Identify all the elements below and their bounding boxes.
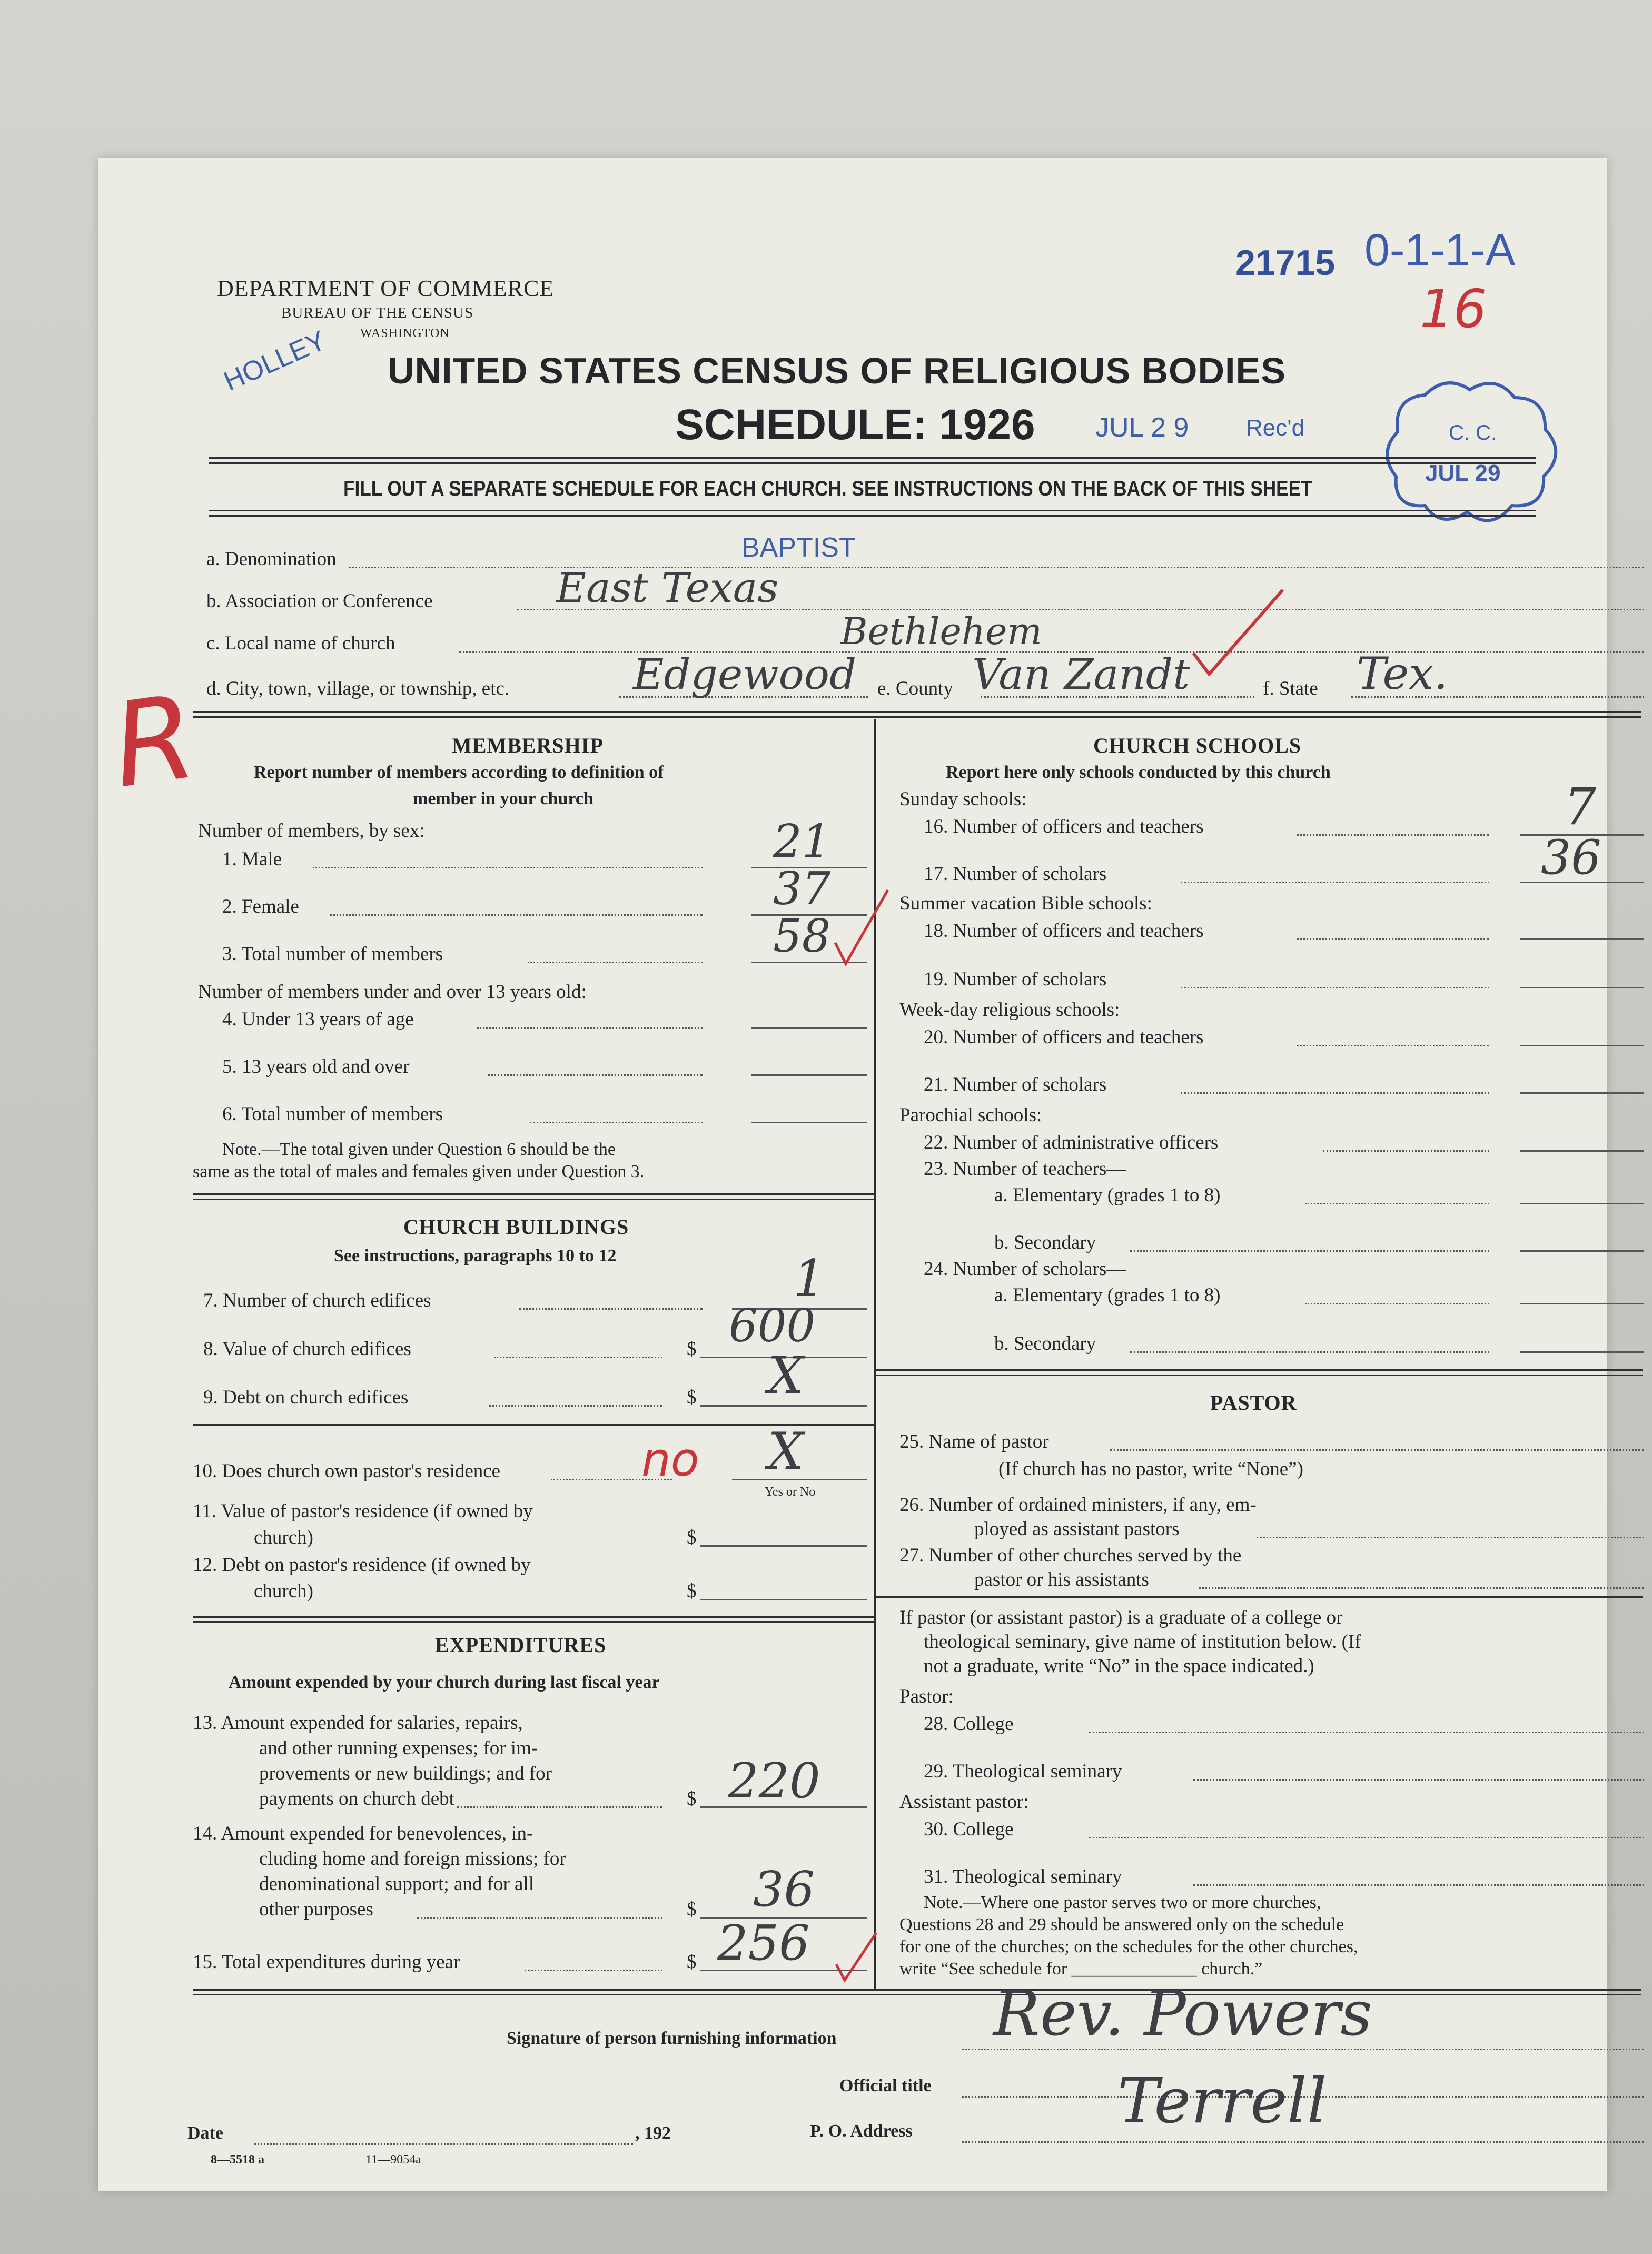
q1-value: 21	[773, 815, 831, 868]
q11-label-2: church)	[254, 1527, 313, 1548]
signature-value: Rev. Powers	[993, 1977, 1372, 2050]
q28-leader	[1089, 1732, 1644, 1733]
q23a-leader	[1305, 1203, 1489, 1204]
q30-leader	[1089, 1837, 1644, 1838]
q9-leader	[489, 1405, 662, 1407]
q19-answer-line	[1520, 987, 1644, 988]
q31-label: 31. Theological seminary	[924, 1866, 1122, 1887]
q14-line-1: 14. Amount expended for benevolences, in-	[193, 1823, 533, 1844]
q11-label-1: 11. Value of pastor's residence (if owned by	[193, 1500, 533, 1522]
schools-sub: Report here only schools conducted by this church	[946, 763, 1331, 782]
church-name-value: Bethlehem	[840, 610, 1042, 653]
q21-leader	[1181, 1092, 1489, 1094]
q4-label: 4. Under 13 years of age	[222, 1009, 414, 1030]
q25-leader	[1110, 1449, 1644, 1451]
q29-leader	[1193, 1779, 1644, 1781]
q14-line-4: other purposes	[259, 1899, 373, 1920]
q8-value: 600	[729, 1300, 816, 1352]
q18-leader	[1297, 938, 1489, 940]
denomination-line	[349, 567, 1644, 568]
q19-label: 19. Number of scholars	[924, 968, 1107, 990]
q9-dollar: $	[687, 1387, 697, 1408]
banner-rule-bottom-2	[209, 515, 1536, 517]
q5-leader	[488, 1074, 703, 1076]
county-label: e. County	[877, 678, 953, 699]
footer-rule-2	[193, 1994, 1641, 1995]
q16-label: 16. Number of officers and teachers	[924, 816, 1204, 837]
sunday-schools-label: Sunday schools:	[899, 788, 1027, 810]
q3-value: 58	[773, 910, 831, 963]
q23b-label: b. Secondary	[994, 1232, 1096, 1253]
grad-note-2: theological seminary, give name of institution below. (If	[924, 1631, 1361, 1653]
schools-rule	[874, 1369, 1643, 1371]
q24a-answer-line	[1520, 1303, 1644, 1304]
section-rule-top-2	[193, 716, 1641, 718]
q7-value: 1	[793, 1249, 826, 1308]
grad-note-1: If pastor (or assistant pastor) is a graduate of a college or	[899, 1607, 1343, 1628]
date-label: Date	[187, 2123, 223, 2143]
pastor-heading: PASTOR	[1210, 1391, 1297, 1415]
form-number: 8—5518 a	[211, 2153, 264, 2167]
grad-note-3: not a graduate, write “No” in the space indicated.)	[924, 1655, 1314, 1677]
q1-leader	[313, 867, 703, 868]
q23a-label: a. Elementary (grades 1 to 8)	[994, 1184, 1221, 1206]
q3-leader	[528, 962, 703, 963]
q11-answer-line	[700, 1545, 867, 1547]
denomination-stamp: BAPTIST	[741, 532, 856, 563]
q14-line-2: cluding home and foreign missions; for	[259, 1848, 566, 1870]
q13-line-4: payments on church debt	[259, 1788, 454, 1810]
print-number: 11—9054a	[365, 2153, 421, 2167]
parochial-schools-label: Parochial schools:	[899, 1104, 1042, 1126]
q28-label: 28. College	[924, 1713, 1014, 1735]
q26-leader	[1257, 1537, 1644, 1538]
date-year: , 192	[635, 2123, 671, 2143]
buildings-rule-bottom-2	[193, 1621, 874, 1623]
denomination-label: a. Denomination	[206, 548, 337, 570]
q27-label-2: pastor or his assistants	[974, 1569, 1149, 1590]
q24-label: 24. Number of scholars—	[924, 1258, 1126, 1280]
q27-label-1: 27. Number of other churches served by the	[899, 1545, 1242, 1566]
q26-label-2: ployed as assistant pastors	[974, 1518, 1180, 1540]
department-label: DEPARTMENT OF COMMERCE	[217, 275, 555, 301]
expenditures-heading: EXPENDITURES	[435, 1633, 607, 1657]
county-check-icon	[1188, 585, 1293, 690]
state-value: Tex.	[1357, 648, 1448, 699]
q8-label: 8. Value of church edifices	[203, 1338, 411, 1360]
received-stamp-suffix: Rec'd	[1246, 415, 1305, 441]
q20-leader	[1297, 1045, 1489, 1046]
po-address-label: P. O. Address	[810, 2121, 913, 2141]
q17-label: 17. Number of scholars	[924, 863, 1107, 885]
official-title-label: Official title	[839, 2076, 932, 2095]
pastor-note-3: for one of the churches; on the schedules for the other churches,	[899, 1937, 1358, 1956]
q1-label: 1. Male	[222, 848, 282, 870]
q20-label: 20. Number of officers and teachers	[924, 1026, 1204, 1048]
membership-heading: MEMBERSHIP	[452, 734, 604, 757]
summer-schools-label: Summer vacation Bible schools:	[899, 893, 1152, 914]
q11-dollar: $	[687, 1527, 697, 1548]
census-form-sheet	[98, 158, 1607, 2191]
q3-label: 3. Total number of members	[222, 943, 443, 965]
q16-value: 7	[1564, 777, 1597, 836]
q16-leader	[1297, 834, 1489, 836]
q29-label: 29. Theological seminary	[924, 1761, 1122, 1782]
q9-label: 9. Debt on church edifices	[203, 1387, 409, 1408]
q31-leader	[1193, 1884, 1644, 1886]
membership-note-2: same as the total of males and females given under Question 3.	[193, 1162, 645, 1181]
q23b-leader	[1130, 1250, 1489, 1252]
q22-label: 22. Number of administrative officers	[924, 1132, 1219, 1153]
schools-heading: CHURCH SCHOOLS	[1093, 734, 1302, 757]
po-address-value: Terrell	[1117, 2064, 1327, 2137]
q6-label: 6. Total number of members	[222, 1103, 443, 1125]
bureau-label: BUREAU OF THE CENSUS	[281, 304, 474, 321]
q13-value: 220	[728, 1753, 820, 1809]
signature-label: Signature of person furnishing information	[507, 2029, 837, 2048]
q14-dollar: $	[687, 1899, 697, 1920]
pastor-rule	[874, 1596, 1643, 1598]
section-rule-top	[193, 711, 1641, 713]
q24b-answer-line	[1520, 1351, 1644, 1353]
state-label: f. State	[1263, 678, 1318, 699]
q6-leader	[530, 1122, 703, 1123]
pastor-note-4: write “See schedule for ______________ church.”	[899, 1959, 1263, 1979]
q25-note: (If church has no pastor, write “None”)	[998, 1458, 1303, 1480]
q26-label-1: 26. Number of ordained ministers, if any, em-	[899, 1494, 1257, 1516]
instruction-banner: FILL OUT A SEPARATE SCHEDULE FOR EACH CHURCH. SEE INSTRUCTIONS ON THE BACK OF THIS SHEET	[343, 477, 1312, 500]
pastor-note-1: Note.—Where one pastor serves two or more churches,	[924, 1893, 1321, 1912]
membership-sub-2: member in your church	[413, 789, 593, 808]
city-label: WASHINGTON	[360, 327, 450, 340]
q30-label: 30. College	[924, 1818, 1014, 1840]
q2-leader	[330, 914, 703, 916]
q12-answer-line	[700, 1599, 867, 1600]
q12-dollar: $	[687, 1580, 697, 1602]
q17-leader	[1181, 882, 1489, 883]
q2-value: 37	[773, 863, 831, 915]
expenditures-sub: Amount expended by your church during last fiscal year	[229, 1673, 660, 1692]
schedule-title: SCHEDULE: 1926	[675, 401, 1035, 449]
seal-top-text: C. C.	[1449, 421, 1497, 444]
city-label: d. City, town, village, or township, etc.	[206, 678, 510, 699]
membership-note-1: Note.—The total given under Question 6 should be the	[222, 1140, 616, 1159]
q23b-answer-line	[1520, 1250, 1644, 1252]
q21-label: 21. Number of scholars	[924, 1074, 1107, 1095]
q13-leader	[457, 1806, 662, 1808]
q13-line-1: 13. Amount expended for salaries, repairs,	[193, 1712, 523, 1734]
q13-line-3: provements or new buildings; and for	[259, 1763, 552, 1784]
q24b-leader	[1130, 1351, 1489, 1353]
q14-line-3: denominational support; and for all	[259, 1873, 534, 1895]
q13-dollar: $	[687, 1788, 697, 1810]
members-by-sex-label: Number of members, by sex:	[198, 820, 425, 842]
q10-value: X	[768, 1422, 804, 1481]
q4-answer-line	[751, 1027, 867, 1029]
banner-rule-bottom	[209, 510, 1536, 511]
q22-leader	[1323, 1150, 1489, 1152]
county-value: Van Zandt	[972, 650, 1190, 699]
buildings-rule-bottom	[193, 1616, 874, 1618]
assistant-pastor-label: Assistant pastor:	[899, 1791, 1029, 1813]
association-value: East Texas	[556, 565, 779, 612]
q15-leader	[525, 1970, 662, 1971]
q20-answer-line	[1520, 1045, 1644, 1046]
association-label: b. Association or Conference	[206, 590, 433, 612]
q27-leader	[1199, 1587, 1644, 1589]
q12-label-1: 12. Debt on pastor's residence (if owned by	[193, 1554, 531, 1576]
q23a-answer-line	[1520, 1203, 1644, 1204]
q22-answer-line	[1520, 1150, 1644, 1152]
holley-stamp: HOLLEY	[219, 325, 331, 397]
q7-label: 7. Number of church edifices	[203, 1290, 431, 1311]
q4-leader	[477, 1027, 703, 1029]
q8-dollar: $	[687, 1338, 697, 1360]
expenditures-check-icon	[832, 1927, 879, 1985]
q15-label: 15. Total expenditures during year	[193, 1951, 460, 1973]
membership-sub-1: Report number of members according to definition of	[254, 763, 664, 782]
members-by-age-label: Number of members under and over 13 years old:	[198, 981, 587, 1003]
footer-rule	[193, 1989, 1641, 1991]
weekday-schools-label: Week-day religious schools:	[899, 999, 1120, 1021]
q14-leader	[417, 1917, 662, 1919]
church-name-label: c. Local name of church	[206, 632, 395, 654]
received-date-stamp: JUL 2 9	[1095, 412, 1189, 443]
date-line	[254, 2143, 633, 2145]
q9-value: X	[768, 1346, 804, 1405]
q17-value: 36	[1541, 830, 1601, 885]
yes-no-caption: Yes or No	[765, 1485, 816, 1499]
q21-answer-line	[1520, 1092, 1644, 1094]
q10-red-no: no	[641, 1432, 699, 1487]
red-r-mark: R	[104, 669, 203, 814]
q18-answer-line	[1520, 938, 1644, 940]
q13-line-2: and other running expenses; for im-	[259, 1737, 538, 1759]
q8-leader	[494, 1357, 662, 1358]
q9-answer-line	[700, 1405, 867, 1407]
buildings-sub: See instructions, paragraphs 10 to 12	[334, 1246, 617, 1266]
seal-date-text: JUL 29	[1425, 460, 1501, 486]
q24a-label: a. Elementary (grades 1 to 8)	[994, 1284, 1221, 1306]
q6-answer-line	[751, 1122, 867, 1123]
membership-rule-2	[193, 1199, 874, 1200]
schools-rule-2	[874, 1375, 1643, 1376]
q5-label: 5. 13 years old and over	[222, 1056, 410, 1077]
red-number-mark: 16	[1420, 278, 1487, 340]
q25-label: 25. Name of pastor	[899, 1431, 1049, 1452]
code-stamp: 0-1-1-A	[1364, 225, 1516, 275]
q19-leader	[1181, 987, 1489, 988]
banner-rule-top	[209, 457, 1536, 459]
received-seal-icon	[1378, 374, 1567, 532]
q15-dollar: $	[687, 1951, 697, 1973]
file-number-stamp: 21715	[1235, 243, 1336, 283]
po-address-line	[962, 2141, 1644, 2143]
buildings-heading: CHURCH BUILDINGS	[403, 1215, 629, 1239]
membership-check-icon	[830, 885, 893, 969]
city-value: Edgewood	[633, 650, 857, 699]
q14-value: 36	[753, 1861, 815, 1917]
q7-leader	[519, 1308, 703, 1310]
pastor-note-2: Questions 28 and 29 should be answered only on the schedule	[899, 1915, 1344, 1934]
q24a-leader	[1305, 1303, 1489, 1304]
q10-label: 10. Does church own pastor's residence	[193, 1460, 501, 1482]
q23-label: 23. Number of teachers—	[924, 1158, 1126, 1180]
pastor-sub-label: Pastor:	[899, 1686, 954, 1707]
q18-label: 18. Number of officers and teachers	[924, 920, 1204, 942]
q12-label-2: church)	[254, 1580, 313, 1602]
banner-rule-top-2	[209, 462, 1536, 464]
form-title: UNITED STATES CENSUS OF RELIGIOUS BODIES	[388, 350, 1286, 391]
q2-label: 2. Female	[222, 896, 299, 917]
q24b-label: b. Secondary	[994, 1333, 1096, 1355]
membership-rule	[193, 1193, 874, 1195]
q5-answer-line	[751, 1074, 867, 1076]
q15-value: 256	[717, 1915, 810, 1971]
